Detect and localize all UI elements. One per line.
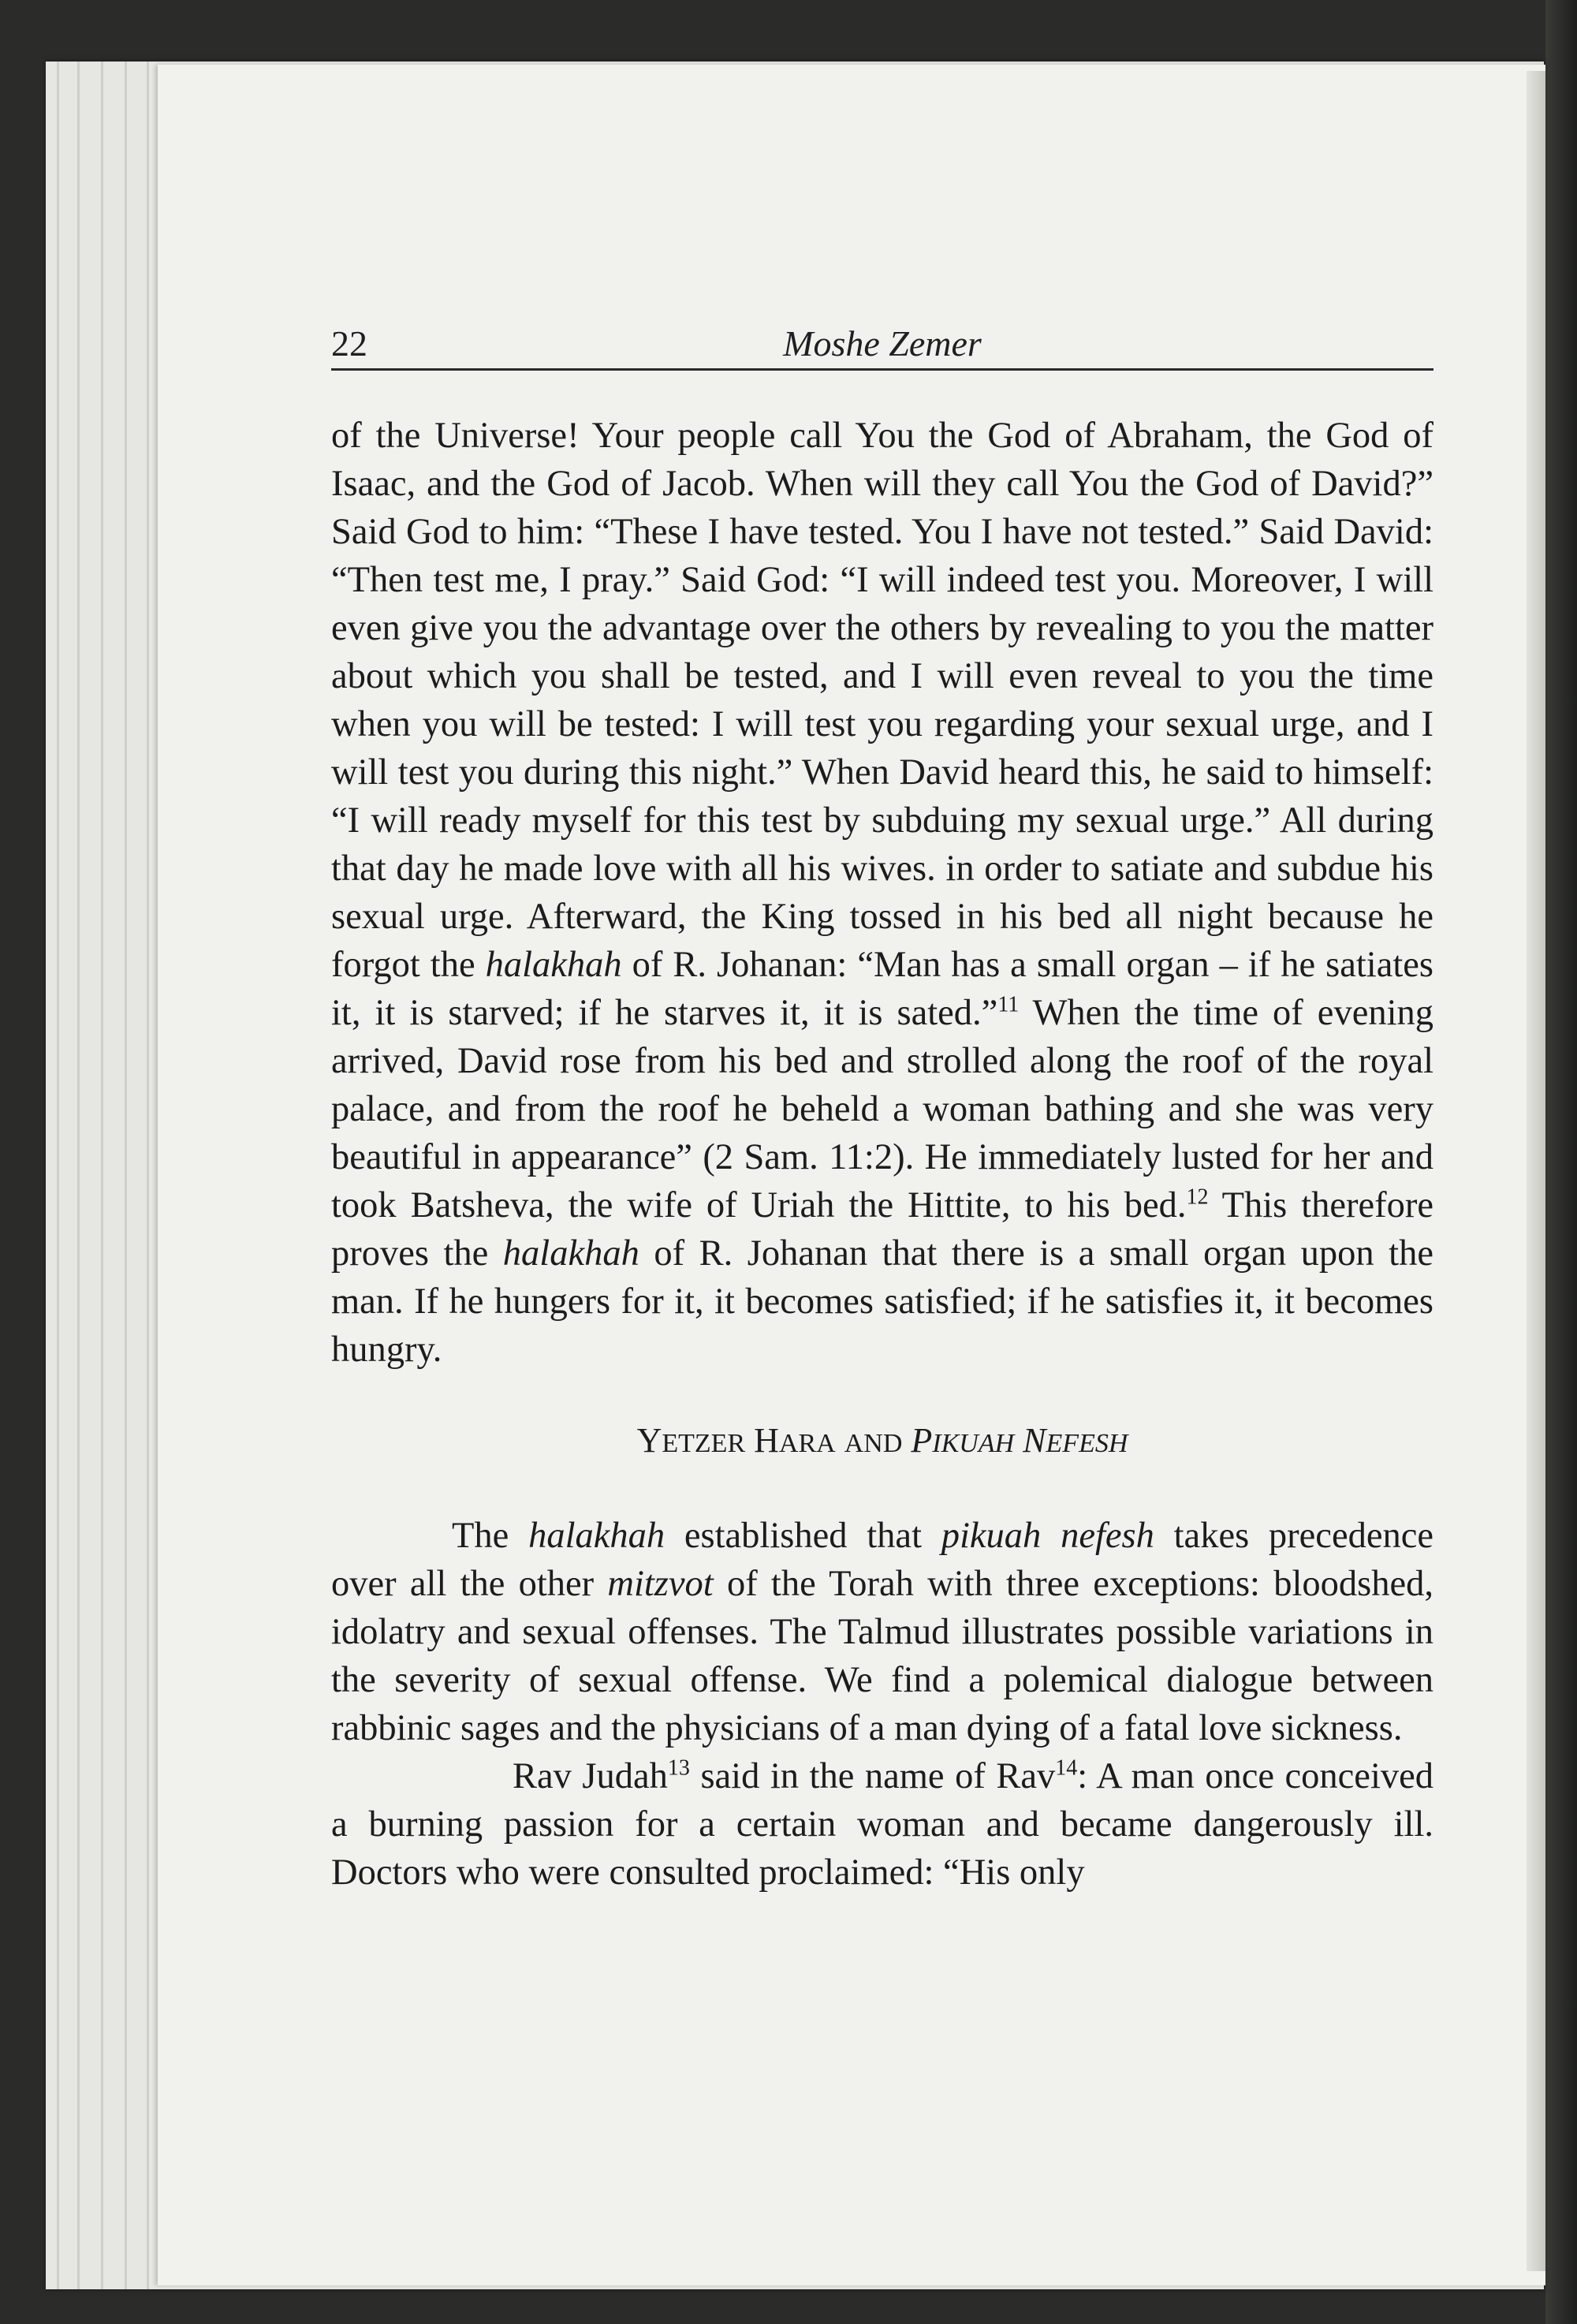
heading-italic: [911, 1421, 1128, 1460]
text-run: of the Torah with three exceptions: bloodshed, idolatry and sexual offenses. The Talmud illustrates possible variations in the severity of sexual offense. We find a polemical dialogue between rabbinic sages and the physicians of a man dying of a fatal love sickness.: [331, 1564, 1433, 1748]
text-run: of R. Johanan: “Man has a small organ – if he satiates it, it is starved; if he starves it, it is sated.”: [331, 945, 1433, 1033]
text-run: takes precedence over all the other: [331, 1516, 1434, 1604]
text-run: said in the name of Rav: [689, 1756, 1056, 1796]
heading-smallcaps: ARA: [778, 1429, 836, 1458]
heading-initial: H: [754, 1421, 779, 1460]
text-run: : A man once conceived a burning passion for a certain woman and became dangerously ill. Doctors who were consulted proclaimed: “His only: [331, 1756, 1434, 1893]
italic-term: pikuah nefesh: [941, 1516, 1154, 1556]
text-run: of the Universe! Your people call You the God of Abraham, the God of Isaac, and the God of Jacob. When will they call You the God of David?” Said God to him: “These I have tested. You I have not tested.” Said David: “Then test me, I pray.” Said God: “I will indeed test you. Moreover, I will even give you the advantage over the others by revealing to you the matter about which you shall be tested, and I will even reveal to you the time when you will be tested: I will test you regarding your sexual urge, and I will test you during this night.” When David heard this, he said to himself: “I will ready myself for this test by subduing my sexual urge.” All during that day he made love with all his wives. in order to satiate and subdue his sexual urge. Afterward, the King tossed in his bed all night because he forgot the: [331, 416, 1433, 985]
page-edge: [77, 62, 80, 2289]
italic-term: halakhah: [528, 1516, 665, 1556]
footnote-marker: 12: [1186, 1184, 1209, 1210]
background-right: [1545, 0, 1577, 2324]
footnote-marker: 11: [997, 992, 1020, 1017]
text-block: [331, 412, 1433, 1897]
paragraph-3: [331, 1752, 1433, 1897]
text-run: The: [452, 1516, 529, 1556]
page-number: 22: [331, 323, 367, 364]
footnote-marker: 14: [1055, 1755, 1078, 1781]
running-head: [331, 319, 1433, 371]
heading-initial: Y: [636, 1421, 662, 1460]
heading-smallcaps: IKUAH: [932, 1429, 1015, 1458]
italic-term: halakhah: [502, 1233, 639, 1274]
footnote-marker: 13: [667, 1755, 690, 1781]
text-run: Rav Judah: [513, 1756, 668, 1796]
page-edge: [147, 62, 149, 2289]
heading-smallcaps: EFESH: [1046, 1429, 1128, 1458]
heading-initial: N: [1023, 1421, 1046, 1460]
heading-initial: P: [911, 1421, 933, 1460]
paragraph-1: [331, 412, 1433, 1374]
section-heading: [331, 1416, 1433, 1468]
text-run: of R. Johanan that there is a small organ upon the man. If he hungers for it, it becomes satisfied; if he satisfies it, it becomes hungry.: [331, 1233, 1433, 1370]
text-run: When the time of evening arrived, David rose from his bed and strolled along the roof of the royal palace, and from the roof he beheld a woman bathing and she was very beautiful in appearance” (2 Sam. 11:2). He immediately lusted for her and took Batsheva, the wife of Uriah the Hittite, to his bed.: [331, 993, 1434, 1225]
italic-term: mitzvot: [607, 1564, 714, 1604]
text-run: established that: [665, 1516, 941, 1556]
running-title: Moshe Zemer: [783, 323, 982, 364]
heading-smallcaps: AND: [844, 1429, 903, 1458]
text-run: This therefore proves the: [331, 1185, 1433, 1274]
paragraph-2: [331, 1512, 1433, 1752]
page-fore-edge: [1527, 71, 1545, 2271]
page-edge: [101, 62, 103, 2289]
page-edge: [57, 62, 59, 2289]
heading-smallcaps: ETZER: [662, 1429, 746, 1458]
italic-term: halakhah: [485, 945, 622, 985]
page-edge: [125, 62, 127, 2289]
